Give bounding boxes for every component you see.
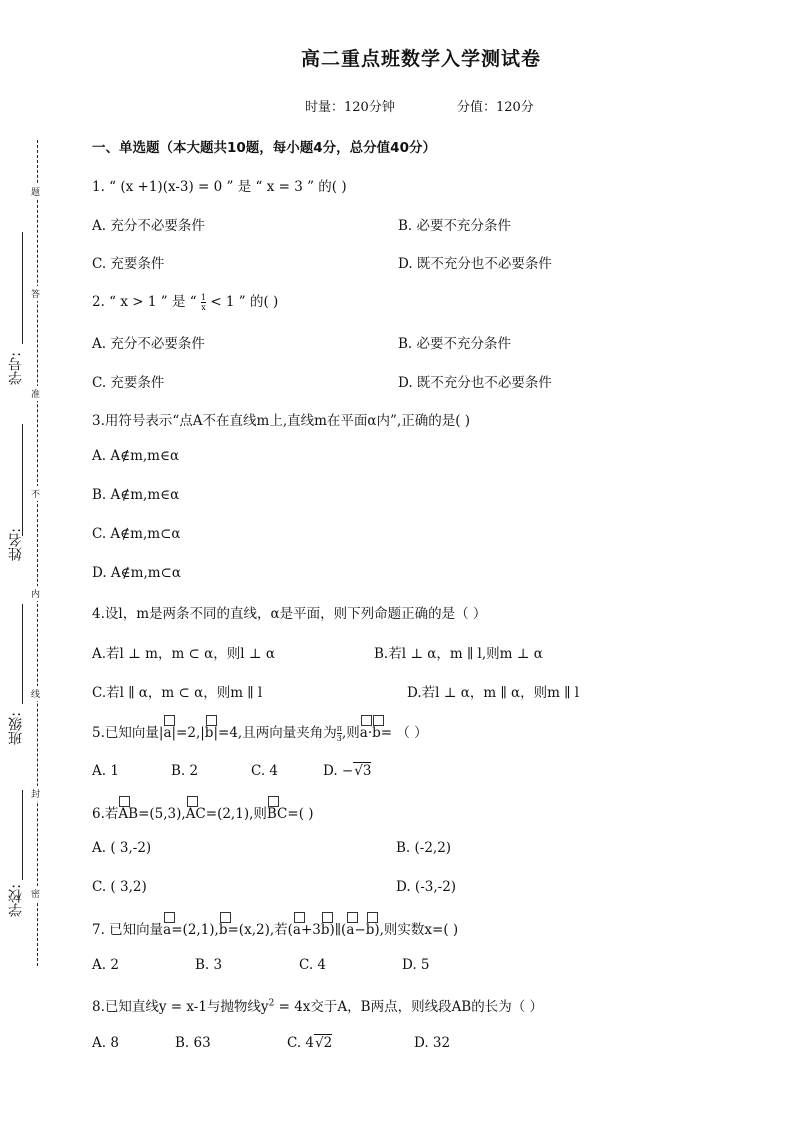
q6-part: 6.若 (92, 806, 119, 822)
q4-option-a[interactable]: A.若l ⊥ m，m ⊂ α，则l ⊥ α (92, 646, 275, 662)
question-2-stem (92, 290, 278, 312)
vector-a: a (292, 922, 301, 938)
seal-char: 内 (31, 586, 40, 601)
q8-stem-post: = 4x交于A，B两点，则线段AB的长为（ ） (274, 999, 544, 1015)
q7-part: =(x,2),若( (227, 922, 293, 938)
school-line[interactable] (22, 790, 23, 880)
q7-part: 7. 已知向量 (92, 922, 164, 938)
vector-a: a (346, 922, 355, 938)
vector-b: b (365, 922, 375, 938)
q4-option-b[interactable]: B.若l ⊥ α，m ∥ l,则m ⊥ α (374, 646, 543, 662)
seal-char: 线 (31, 686, 40, 701)
binding-dashed-line (37, 140, 38, 966)
q7-part: )∥( (329, 922, 347, 938)
question-6-stem (92, 802, 314, 822)
q8-option-d[interactable]: D. 32 (414, 1035, 451, 1051)
question-8-stem (92, 995, 543, 1015)
q2-option-a[interactable]: A. 充分不必要条件 (92, 336, 205, 352)
class-label: 班级: (8, 712, 24, 745)
q8-c-pre: C. 4 (287, 1035, 315, 1051)
seal-char: 不 (31, 486, 40, 501)
q5-option-b[interactable]: B. 2 (171, 763, 199, 779)
q8-option-b[interactable]: B. 63 (175, 1035, 211, 1051)
vector-bc: BC (266, 806, 288, 822)
exam-meta (305, 96, 592, 115)
vector-b: b (372, 725, 381, 741)
q5-numerator: π (336, 724, 342, 733)
q6-part: =( ) (287, 806, 314, 822)
q7-part: =(2,1), (171, 922, 219, 938)
name-line[interactable] (22, 424, 23, 536)
q7-part: ),则实数x=( ) (374, 922, 459, 938)
seal-char: 答 (31, 286, 40, 301)
q8-option-a[interactable]: A. 8 (92, 1035, 119, 1051)
school-label: 学校: (8, 884, 24, 917)
seal-char: 准 (31, 386, 40, 401)
q4-option-d[interactable]: D.若l ⊥ α，m ∥ α，则m ∥ l (407, 685, 580, 701)
q5-part: 5.已知向量| (92, 725, 164, 741)
sqrt-symbol: √2 (315, 1035, 333, 1051)
student-id-label: 学号: (8, 352, 24, 385)
q7-option-b[interactable]: B. 3 (195, 957, 223, 973)
q6-part: =(2,1),则 (205, 806, 267, 822)
name-label: 姓名: (8, 528, 24, 561)
q5-part: = （ ） (380, 725, 428, 741)
q5-denominator: 3 (336, 734, 342, 743)
q5-option-a[interactable]: A. 1 (92, 763, 119, 779)
q2-option-b[interactable]: B. 必要不充分条件 (398, 336, 512, 352)
seal-char: 封 (31, 786, 40, 801)
question-5-stem (92, 721, 428, 743)
q2-stem-post: < 1 ” 的( ) (210, 294, 279, 310)
time-limit: 时量：120分钟 (305, 100, 395, 115)
exponent: 2 (268, 998, 275, 1009)
vector-a: a (163, 725, 172, 741)
q6-option-b[interactable]: B. (-2,2) (396, 840, 452, 856)
section-heading: 一、单选题（本大题共10题，每小题4分，总分值40分） (92, 140, 436, 156)
q4-option-c[interactable]: C.若l ∥ α，m ⊂ α，则m ∥ l (92, 685, 263, 701)
q2-numerator: 1 (200, 293, 207, 302)
total-score: 分值：120分 (456, 100, 534, 115)
q3-option-c[interactable]: C. A∉m,m⊂α (92, 526, 181, 542)
q2-stem-pre: 2. “ x > 1 ” 是 “ (92, 294, 197, 310)
seal-char: 题 (31, 184, 40, 199)
q5-part: |=4,且两向量夹角为 (213, 725, 337, 741)
q7-part: +3 (300, 922, 321, 938)
q5-part: · (367, 725, 373, 741)
q3-option-a[interactable]: A. A∉m,m∈α (92, 448, 180, 464)
q7-option-c[interactable]: C. 4 (299, 957, 327, 973)
q8-option-c[interactable] (287, 1035, 332, 1051)
vector-ab: AB (118, 806, 139, 822)
seal-char: 密 (31, 886, 40, 901)
q5-option-c[interactable]: C. 4 (251, 763, 279, 779)
q2-fraction (201, 293, 206, 312)
q1-option-d[interactable]: D. 既不充分也不必要条件 (398, 256, 552, 272)
q1-option-b[interactable]: B. 必要不充分条件 (398, 218, 512, 234)
q2-option-c[interactable]: C. 充要条件 (92, 375, 165, 391)
vector-b: b (218, 922, 228, 938)
sqrt-symbol: √3 (354, 763, 372, 779)
q5-option-d[interactable] (323, 763, 371, 779)
vector-b: b (320, 922, 330, 938)
vector-b: b (204, 725, 214, 741)
q6-option-a[interactable]: A. ( 3,-2) (92, 840, 152, 856)
q5-part: |=2,| (171, 725, 205, 741)
q5-d-radicand: 3 (362, 763, 372, 779)
q7-option-d[interactable]: D. 5 (402, 957, 430, 973)
q6-part: =(5,3), (138, 806, 186, 822)
q7-part: − (354, 922, 366, 938)
q3-option-d[interactable]: D. A∉m,m⊂α (92, 565, 181, 581)
class-line[interactable] (22, 604, 23, 704)
q6-option-c[interactable]: C. ( 3,2) (92, 879, 147, 895)
q6-option-d[interactable]: D. (-3,-2) (396, 879, 457, 895)
q5-part: ,则 (341, 725, 360, 741)
q2-option-d[interactable]: D. 既不充分也不必要条件 (398, 375, 552, 391)
q8-c-radicand: 2 (323, 1035, 333, 1051)
q5-d-pre: D. − (323, 763, 354, 779)
student-id-line[interactable] (22, 232, 23, 344)
q2-denominator: x (201, 303, 206, 312)
q8-stem-pre: 8.已知直线y = x-1与抛物线y (92, 999, 269, 1015)
question-3-stem: 3.用符号表示“点A不在直线m上,直线m在平面α内”,正确的是( ) (92, 413, 471, 429)
page-title: 高二重点班数学入学测试卷 (300, 48, 541, 70)
vector-a: a (359, 725, 368, 741)
vector-a: a (163, 922, 172, 938)
q1-option-c[interactable]: C. 充要条件 (92, 256, 165, 272)
vector-ac: AC (185, 806, 206, 822)
question-1-stem: 1. “ (x +1)(x-3) = 0 ” 是 “ x = 3 ” 的( ) (92, 179, 347, 195)
q1-option-a[interactable]: A. 充分不必要条件 (92, 218, 205, 234)
question-4-stem: 4.设l，m是两条不同的直线，α是平面，则下列命题正确的是（ ） (92, 606, 487, 622)
q7-option-a[interactable]: A. 2 (92, 957, 119, 973)
q3-option-b[interactable]: B. A∉m,m∈α (92, 487, 180, 503)
question-7-stem (92, 918, 458, 938)
